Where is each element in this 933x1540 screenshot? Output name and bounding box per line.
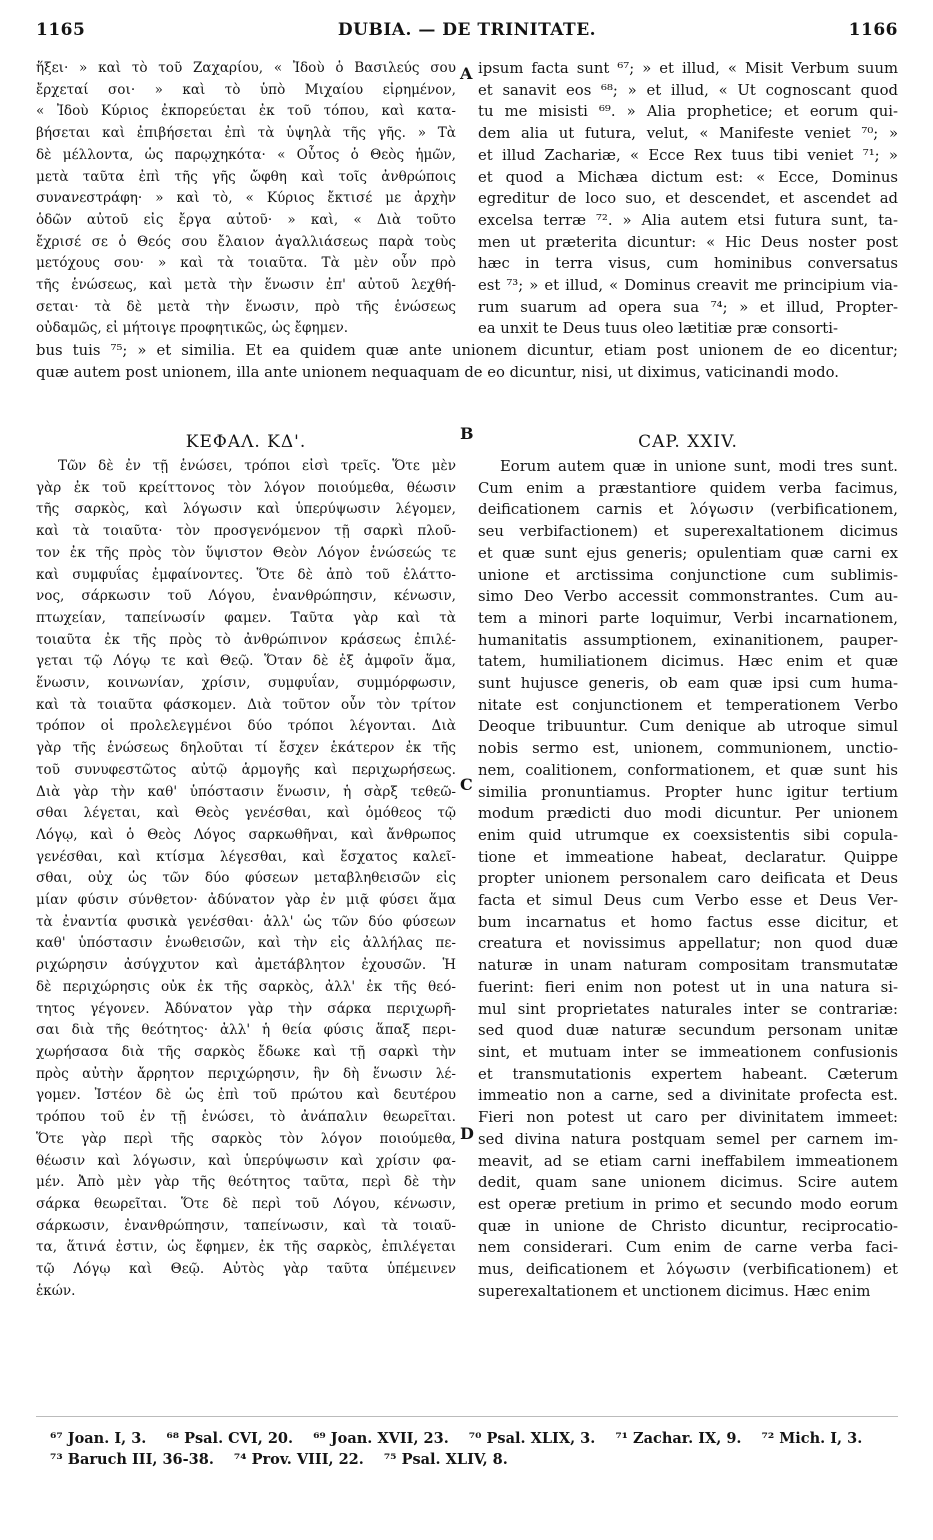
latin-text-line: similia pronuntiamus. Propter hunc igitur tertium	[478, 783, 898, 801]
margin-marker-b: B	[460, 424, 474, 443]
main-latin-column	[478, 456, 898, 1302]
latin-text-line: rum suarum ad opera sua ⁷⁴; » et illud, Propter-	[478, 298, 898, 316]
footnote-item: ⁶⁷ Joan. I, 3.	[50, 1430, 147, 1447]
greek-text-line: γενέσθαι, καὶ κτίσμα λέγεσθαι, καὶ ἔσχατος καλεῖ-	[36, 848, 456, 865]
greek-text-line: δὲ περιχώρησις οὐκ ἐκ τῆς σαρκὸς, ἀλλ' ἐκ τῆς θεό-	[36, 978, 456, 995]
greek-text-line: Λόγῳ, καὶ ὁ Θεὸς Λόγος σαρκωθῆναι, καὶ ἄνθρωπος	[36, 826, 456, 843]
latin-text-line: ipsum facta sunt ⁶⁷; » et illud, « Misit Verbum suum	[478, 60, 898, 77]
latin-text-line: meavit, ad se etiam carni ineffabilem immeationem	[478, 1152, 898, 1170]
latin-text-line: hæc in terra visus, cum hominibus conversatus	[478, 255, 898, 273]
latin-text-line: mul sint proprietates naturales inter se contrariæ:	[478, 1000, 898, 1018]
latin-text-line: egreditur de loco suo, et descendet, et ascendet ad	[478, 190, 898, 208]
running-title: DUBIA. — DE TRINITATE.	[337, 20, 597, 40]
greek-text-line: χωρήσασα διὰ τῆς σαρκὸς ἔδωκε καὶ τῇ σαρκὶ τὴν	[36, 1043, 456, 1060]
greek-text-line: καὶ συμφυΐας ἐμφαίνοντες. Ὅτε δὲ ἀπὸ τοῦ ἐλάττο-	[36, 566, 456, 583]
greek-text-line: σαι διὰ τῆς θεότητος· ἀλλ' ἡ θεία φύσις ἅπαξ περι-	[36, 1022, 456, 1039]
latin-text-line: nitate est conjunctionem et temperationem Verbo	[478, 696, 898, 714]
latin-text-line: unione et arctissima conjunctione cum sublimis-	[478, 566, 898, 584]
latin-text-line: superexaltationem et unctionem dicimus. Hæc enim	[478, 1282, 871, 1300]
greek-text-line: μετὰ ταῦτα ἐπὶ τῆς γῆς ὤφθη καὶ τοῖς ἀνθρώποις	[36, 168, 456, 185]
latin-text-line: nem, coalitionem, conformationem, et quæ sunt his	[478, 761, 898, 779]
latin-text-line: bus tuis ⁷⁵; » et similia. Et ea quidem quæ ante unionem dicuntur, etiam post unionem de eo dicentur;	[36, 342, 898, 359]
latin-text-line: dem alia ut futura, velut, « Manifeste veniet ⁷⁰; »	[478, 125, 898, 143]
greek-text-line: σθαι, οὐχ ὡς τῶν δύο φύσεων μεταβληθεισῶν εἰς	[36, 870, 456, 887]
latin-text-line: sint, et mutuam inter se immeationem confusionis	[478, 1043, 898, 1061]
page-number-left: 1165	[36, 20, 86, 40]
latin-text-line: est operæ pretium in primo et secundo modo eorum	[478, 1195, 898, 1213]
latin-text-line: humanitatis assumptionem, exinanitionem, pauper-	[478, 631, 898, 649]
greek-text-line: ἔρχεταί σοι· » καὶ τὸ ὑπὸ Μιχαίου εἰρημένον,	[36, 81, 456, 98]
greek-text-line: μίαν φύσιν σύνθετον· ἀδύνατον γὰρ ἐν μιᾷ φύσει ἅμα	[36, 892, 456, 909]
latin-text-line: et transmutationis expertem habeant. Cæterum	[478, 1065, 898, 1083]
greek-text-line: γὰρ τῆς ἑνώσεως δηλοῦται τί ἔσχεν ἑκάτερον ἐκ τῆς	[36, 740, 456, 757]
greek-text-line: τῷ Λόγῳ καὶ Θεῷ. Αὐτὸς γὰρ ταῦτα ὑπέμεινεν	[36, 1261, 456, 1278]
greek-text-line: τητος γέγονεν. Ἀδύνατον γὰρ τὴν σάρκα περιχωρῆ-	[36, 1000, 456, 1017]
page-number-right: 1166	[848, 20, 898, 40]
greek-text-line: τον ἐκ τῆς πρὸς τὸν ὕψιστον Θεὸν Λόγον ἑνώσεώς τε	[36, 544, 456, 561]
greek-text-line: καὶ τὰ τοιαῦτα· τὸν προσγενόμενον τῇ σαρκὶ πλοῦ-	[36, 523, 456, 540]
footnote-item: ⁷⁴ Prov. VIII, 22.	[233, 1451, 364, 1468]
greek-text-line: τρόπου τοῦ ἐν τῇ ἑνώσει, τὸ ἀνάπαλιν θεωρεῖται.	[36, 1109, 456, 1126]
latin-text-line: mus, deificationem et λόγωσιν (verbificationem) et	[478, 1261, 898, 1279]
footnote-line-1	[50, 1428, 910, 1449]
latin-text-line: modum prædicti duo modi dicuntur. Per unionem	[478, 805, 898, 823]
latin-text-line: naturæ in unam naturam compositam transmutatæ	[478, 957, 898, 975]
greek-text-line: σθαι λέγεται, καὶ Θεὸς γενέσθαι, καὶ ὁμόθεος τῷ	[36, 805, 456, 822]
latin-text-line: excelsa terræ ⁷². » Alia autem etsi futura sunt, ta-	[478, 211, 898, 229]
latin-text-line: quæ autem post unionem, illa ante unionem nequaquam de eo dicuntur, nisi, ut diximus, vaticinandi modo.	[36, 363, 839, 381]
latin-text-line: seu verbifactionem) et superexaltationem dicimus	[478, 523, 898, 541]
latin-text-line: dedit, quam sane unionem dicimus. Scire autem	[478, 1174, 898, 1192]
latin-text-line: sed quod duæ naturæ secundum personam unitæ	[478, 1022, 898, 1040]
greek-text-line: ριχώρησιν ἀσύγχυτον καὶ ἀμετάβλητον ἐχουσῶν. Ἡ	[36, 957, 456, 974]
latin-text-line: Eorum autem quæ in unione sunt, modi tres sunt.	[500, 458, 898, 475]
latin-text-line: tu me misisti ⁶⁹. » Alia prophetice; et eorum qui-	[478, 103, 898, 121]
latin-text-line: Fieri non potest ut caro per divinitatem immeet:	[478, 1109, 898, 1127]
greek-text-line: τὰ ἐναντία φυσικὰ γενέσθαι· ἀλλ' ὡς τῶν δύο φύσεων	[36, 913, 456, 930]
latin-text-line: nem considerari. Cum enim de carne verba faci-	[478, 1239, 898, 1257]
greek-text-line: τῆς σαρκὸς, καὶ λόγωσιν καὶ ὑπερύψωσιν λέγομεν,	[36, 501, 456, 518]
footnote-item: ⁷² Mich. I, 3.	[761, 1430, 863, 1447]
greek-text-line: ἕνωσιν, κοινωνίαν, χρίσιν, συμφυΐαν, συμμόρφωσιν,	[36, 675, 456, 692]
latin-text-line: deificationem carnis et λόγωσιν (verbificationem,	[478, 501, 898, 519]
greek-text-line: Ὅτε γὰρ περὶ τῆς σαρκὸς τὸν λόγον ποιούμεθα,	[36, 1130, 456, 1147]
latin-text-line: men ut præterita dicuntur: « Hic Deus noster post	[478, 233, 898, 251]
latin-text-line: tatem, humiliationem dicimus. Hæc enim et quæ	[478, 653, 898, 671]
latin-text-line: immeatio non a carne, sed a divinitate profecta est.	[478, 1087, 898, 1105]
latin-text-line: enim quid utrumque ex coexsistentis sibi copula-	[478, 826, 898, 844]
greek-text-line: ἥξει· » καὶ τὸ τοῦ Ζαχαρίου, « Ἰδοὺ ὁ Βασιλεύς σου	[36, 60, 456, 76]
latin-text-line: Cum enim a præstantiore quidem verba facimus,	[478, 479, 898, 497]
latin-text-line: Deoque tribuuntur. Cum denique ab utroque simul	[478, 718, 898, 736]
chapter-heading-greek: ΚΕΦΑΛ. ΚΔ'.	[185, 432, 307, 452]
greek-text-line: μετόχους σου· » καὶ τὰ τοιαῦτα. Τὰ μὲν οὖν πρὸ	[36, 255, 456, 272]
greek-text-line: γομεν. Ἰστέον δὲ ὡς ἐπὶ τοῦ πρώτου καὶ δευτέρου	[36, 1087, 456, 1104]
greek-text-line: σεται· τὰ δὲ μετὰ τὴν ἕνωσιν, πρὸ τῆς ἑνώσεως	[36, 298, 456, 315]
latin-text-line: bum incarnatus et homo factus esse dicitur, et	[478, 913, 898, 931]
footnote-item: ⁷³ Baruch III, 36-38.	[50, 1451, 214, 1468]
greek-text-line: συνανεστράφη· » καὶ τὸ, « Κύριος ἔκτισέ με ἀρχὴν	[36, 190, 456, 207]
latin-text-line: fuerint: fieri enim non potest ut in una natura si-	[478, 978, 898, 996]
footnote-separator	[36, 1416, 898, 1417]
page-header	[36, 20, 898, 44]
greek-text-line: τοιαῦτα ἐκ τῆς πρὸς τὸ ἀνθρώπινον κράσεως ἐπιλέ-	[36, 631, 456, 648]
greek-text-line: τοῦ συνυφεστῶτος αὐτῷ ἁρμογῆς καὶ περιχωρήσεως.	[36, 761, 456, 778]
top-greek-column	[36, 58, 456, 340]
latin-text-line: est ⁷³; » et illud, « Dominus creavit me principium via-	[478, 277, 898, 295]
footnote-item: ⁶⁹ Joan. XVII, 23.	[313, 1430, 449, 1447]
top-latin-column	[478, 58, 898, 340]
latin-text-line: facta et simul Deus cum Verbo esse et Deus Ver-	[478, 892, 898, 910]
greek-text-line: δὲ μέλλοντα, ὡς παρῳχηκότα· « Οὗτος ὁ Θεὸς ἡμῶν,	[36, 146, 456, 163]
greek-text-line: γεται τῷ Λόγῳ τε καὶ Θεῷ. Ὅταν δὲ ἐξ ἀμφοῖν ἅμα,	[36, 653, 456, 670]
greek-text-line: ἑκών.	[36, 1282, 76, 1299]
latin-text-line: et sanavit eos ⁶⁸; » et illud, « Ut cognoscant quod	[478, 81, 898, 99]
margin-marker-c: C	[460, 775, 473, 794]
latin-text-line: ea unxit te Deus tuus oleo lætitiæ præ consorti-	[478, 320, 838, 338]
greek-text-line: καθ' ὑπόστασιν ἑνωθεισῶν, καὶ τὴν εἰς ἀλλήλας πε-	[36, 935, 456, 952]
latin-text-line: quæ in unione de Christo dicuntur, reciprocatio-	[478, 1217, 898, 1235]
greek-text-line: σάρκωσιν, ἐνανθρώπησιν, ταπείνωσιν, καὶ τὰ τοιαῦ-	[36, 1217, 456, 1234]
greek-text-line: τα, ἅτινά ἐστιν, ὡς ἔφημεν, ἐκ τῆς σαρκὸς, ἐπιλέγεται	[36, 1239, 456, 1256]
chapter-heading-latin: CAP. XXIV.	[638, 432, 738, 452]
latin-text-line: tione et immeatione habeat, declaratur. Quippe	[478, 848, 898, 866]
latin-text-line: sed divina natura postquam semel per carnem im-	[478, 1130, 898, 1148]
main-greek-column	[36, 456, 456, 1302]
footnote-item: ⁶⁸ Psal. CVI, 20.	[166, 1430, 294, 1447]
footnotes	[50, 1428, 910, 1470]
greek-text-line: νος, σάρκωσιν τοῦ Λόγου, ἐνανθρώπησιν, κένωσιν,	[36, 588, 456, 605]
greek-text-line: σάρκα θεωρεῖται. Ὅτε δὲ περὶ τοῦ Λόγου, κένωσιν,	[36, 1195, 456, 1212]
latin-text-line: creatura et novissimus appellatur; non quod duæ	[478, 935, 898, 953]
greek-text-line: ἔχρισέ σε ὁ Θεός σου ἔλαιον ἀγαλλιάσεως παρὰ τοὺς	[36, 233, 456, 250]
full-width-lines	[36, 340, 898, 383]
footnote-item: ⁷⁰ Psal. XLIX, 3.	[468, 1430, 596, 1447]
greek-text-line: γὰρ ἐκ τοῦ κρείττονος τὸν λόγον ποιούμεθα, θέωσιν	[36, 479, 456, 496]
margin-marker-d: D	[460, 1124, 474, 1143]
greek-text-line: τῆς ἑνώσεως, καὶ μετὰ τὴν ἕνωσιν ἐπ' αὐτοῦ λεχθή-	[36, 277, 456, 294]
greek-text-line: « Ἰδοὺ Κύριος ἐκπορεύεται ἐκ τοῦ τόπου, καὶ κατα-	[36, 103, 456, 120]
greek-text-line: πτωχείαν, ταπείνωσίν φαμεν. Ταῦτα γὰρ καὶ τὰ	[36, 609, 456, 626]
latin-text-line: nobis sermo est, unionem, communionem, unctio-	[478, 740, 898, 758]
margin-marker-a: A	[460, 64, 473, 83]
latin-text-line: tem a minori parte loquimur, Verbi incarnationem,	[478, 609, 898, 627]
greek-text-line: Τῶν δὲ ἐν τῇ ἑνώσει, τρόποι εἰσὶ τρεῖς. Ὅτε μὲν	[58, 458, 456, 474]
latin-text-line: propter unionem personalem caro deificata et Deus	[478, 870, 898, 888]
greek-text-line: μέν. Ἀπὸ μὲν γὰρ τῆς θεότητος ταῦτα, περὶ δὲ τὴν	[36, 1174, 456, 1191]
latin-text-line: sunt hujusce generis, ob eam quæ ipsi cum huma-	[478, 675, 898, 693]
greek-text-line: πρὸς αὐτὴν ἄρρητον περιχώρησιν, ἣν δὴ ἕνωσιν λέ-	[36, 1065, 456, 1082]
footnote-item: ⁷⁵ Psal. XLIV, 8.	[383, 1451, 508, 1468]
greek-text-line: ὁδῶν αὐτοῦ εἰς ἔργα αὐτοῦ· » καὶ, « Διὰ τοῦτο	[36, 211, 456, 228]
latin-text-line: simo Deo Verbo accessit commonstrantes. Cum au-	[478, 588, 898, 606]
footnote-line-2	[50, 1449, 910, 1470]
footnote-item: ⁷¹ Zachar. IX, 9.	[615, 1430, 742, 1447]
greek-text-line: βήσεται καὶ ἐπιβήσεται ἐπὶ τὰ ὑψηλὰ τῆς γῆς. » Τὰ	[36, 125, 456, 142]
greek-text-line: καὶ τὰ τοιαῦτα φάσκομεν. Διὰ τοῦτον οὖν τὸν τρίτον	[36, 696, 456, 713]
latin-text-line: et quæ sunt ejus generis; opulentiam quæ carni ex	[478, 544, 898, 562]
greek-text-line: τρόπον οἱ προλελεγμένοι δύο τρόποι λέγονται. Διὰ	[36, 718, 456, 735]
latin-text-line: et illud Zachariæ, « Ecce Rex tuus tibi veniet ⁷¹; »	[478, 146, 898, 164]
greek-text-line: οὐδαμῶς, εἰ μήτοιγε προφητικῶς, ὡς ἔφημεν.	[36, 320, 349, 337]
greek-text-line: θέωσιν καὶ λόγωσιν, καὶ ὑπερύψωσιν καὶ χρίσιν φα-	[36, 1152, 456, 1169]
latin-text-line: et quod a Michæa dictum est: « Ecce, Dominus	[478, 168, 898, 186]
greek-text-line: Διὰ γὰρ τὴν καθ' ὑπόστασιν ἕνωσιν, ἡ σὰρξ τεθεῶ-	[36, 783, 456, 800]
